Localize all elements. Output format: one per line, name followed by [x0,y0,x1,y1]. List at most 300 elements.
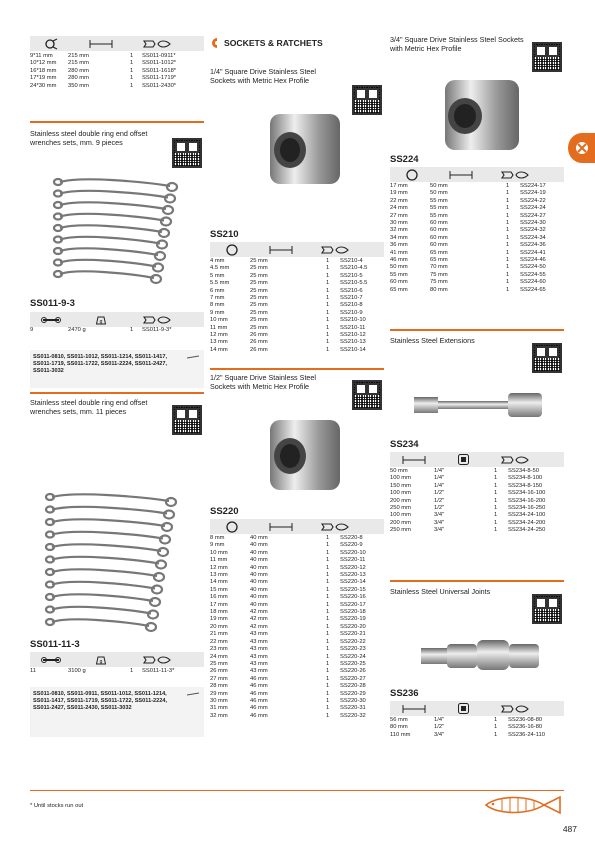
table-cell: 1/2" [434,724,445,731]
icon-bar [390,167,564,182]
table-cell: SS220-12 [340,564,366,571]
table-cell: 36 mm [390,242,408,249]
table-cell: 60 mm [430,227,448,234]
table-row [30,668,204,675]
table-cell: 1 [326,339,330,346]
table-cell: 12 mm [210,564,228,571]
table-cell: SS210-4 [340,258,363,264]
table-cell: SS234-8-50 [508,468,539,474]
table-cell: 13 mm [210,572,228,579]
table-cell: 43 mm [250,660,268,667]
table-cell: 250 mm [390,505,411,512]
table-row [390,264,564,271]
wrench-ring [157,241,167,249]
table-row [390,468,564,475]
table-cell: 3100 g [68,668,86,675]
table-cell: SS011-9-3* [142,327,172,334]
wrench-ring [165,195,175,203]
table-row [390,724,564,731]
pack-quantity-icon [132,37,182,50]
table-cell: 1 [506,271,510,278]
table-cell: 26 mm [210,668,228,675]
table-cell: SS210-14 [340,346,366,353]
set11-contents: SS011-0810, SS011-0911, SS011-1012, SS011-1214, SS011-1417, SS011-1719, SS011-1722, SS011-2224, SS011-2427, SS011-2430, SS011-3032 [33,691,168,712]
table-cell: SS224-36 [520,242,546,249]
table-row [390,242,564,249]
table-cell: 17*19 mm [30,75,57,82]
table-row [210,332,384,339]
fish-logo-icon [482,794,564,816]
table-row [390,505,564,512]
qr-code-icon [532,42,562,72]
svg-text:g: g [99,319,103,326]
table-cell: 24 mm [390,205,408,212]
ss220-code: SS220 [210,506,239,517]
table-cell: 14 mm [210,579,228,586]
table-cell: 8 mm [210,535,225,541]
table-cell: 280 mm [68,75,89,82]
table-cell: 5.5 mm [210,280,230,287]
table-cell: 1 [326,258,330,264]
qr-code-icon [532,343,562,373]
table-row [390,498,564,505]
icon-bar [30,652,204,667]
wrench-ring [150,598,160,606]
icon-bar [210,519,384,534]
table-cell: 30 mm [390,220,408,227]
table-row [390,732,564,739]
table-cell: 1 [494,717,498,723]
hex-socket-icon [212,243,252,256]
table-cell: 29 mm [210,690,228,697]
wrench-shape [52,519,165,526]
wrench-ring [155,252,165,260]
wrench-shape [52,507,167,514]
table-cell: 1 [326,653,330,660]
table-cell: 17 mm [390,183,408,189]
table-cell: 1 [494,490,498,497]
table-cell: 56 mm [390,717,408,723]
qr-code-icon [352,380,382,410]
table-cell: SS224-50 [520,264,546,271]
table-cell: 11 [30,668,37,675]
table-cell: SS224-32 [520,227,546,234]
table-cell: SS236-08-80 [508,717,543,723]
table-row [210,302,384,309]
table-cell: 1 [494,468,498,474]
wrench-ring [160,536,170,544]
table-cell: 1 [130,327,134,334]
table-row [210,698,384,705]
ss220-title: 1/2" Square Drive Stainless Steel Sockets with Metric Hex Profile [210,373,317,391]
table-cell: 1 [130,82,134,89]
table-cell: 3/4" [434,519,445,526]
table-row [390,205,564,212]
table-cell: SS220-10 [340,549,366,556]
table-cell: 1 [326,317,330,324]
table-cell: 11 mm [210,324,228,331]
length-icon [432,168,490,181]
qr-code-icon [172,405,202,435]
table-row [210,565,384,572]
length-icon [392,453,436,466]
table-row [210,310,384,317]
table-cell: 40 mm [250,549,268,556]
ss210-block [210,68,384,368]
table-row [390,183,564,190]
wrench-shape [52,532,163,539]
sockets-category-tab-icon [568,133,595,163]
wrench-shape [52,544,161,551]
table-cell: SS234-16-200 [508,497,546,504]
table-cell: 25 mm [210,660,228,667]
table-cell: 1 [326,579,330,586]
table-cell: 1 [506,264,510,271]
table-cell: SS220-9 [340,542,363,549]
table-cell: 46 mm [250,705,268,712]
table-cell: 24 mm [210,653,228,660]
table-cell: 34 mm [390,234,408,241]
table-cell: 4.5 mm [210,265,230,272]
table-cell: 20 mm [210,623,228,630]
table-cell: SS011-1719* [142,75,177,82]
column-left [30,36,204,737]
table-cell: SS224-46 [520,257,546,264]
set9-code: SS011-9-3 [30,298,75,310]
table-row [390,475,564,482]
table-cell: 46 mm [250,683,268,690]
table-row [210,542,384,549]
table-cell: 1 [494,505,498,512]
table-row [390,717,564,724]
table-cell: SS224-17 [520,183,546,189]
wrench-ring [158,548,168,556]
table-cell: 1 [494,497,498,504]
table-cell: SS210-5.5 [340,280,368,287]
section-title: SOCKETS & RATCHETS [224,38,323,48]
table-cell: SS224-34 [520,234,546,241]
table-cell: SS220-8 [340,535,363,541]
divider [30,121,204,123]
socket-photo [260,110,350,190]
ss210-title: 1/4" Square Drive Stainless Steel Sockets with Metric Hex Profile [210,67,317,85]
table-cell: 1 [326,542,330,549]
wrench-ring [163,206,173,214]
wrench-set-photo [52,172,182,290]
table-cell: 40 mm [250,535,268,541]
set9-contents-box [30,350,204,388]
table-cell: 9 mm [210,542,225,549]
table-cell: 1 [494,724,498,731]
table-cell: 1 [506,197,510,204]
table-cell: SS210-9 [340,309,363,316]
wrench-ring [159,229,169,237]
wrench-shape [60,214,164,221]
table-cell: 31 mm [210,705,228,712]
table-cell: 21 mm [210,631,228,638]
column-right [390,36,564,748]
weight-icon [70,653,132,666]
icon-bar [30,36,204,51]
table-cell: 25 mm [250,265,268,272]
table-cell: 1 [326,609,330,616]
table-cell: 26 mm [250,346,268,353]
wrench-shape [52,569,157,576]
table-row [390,483,564,490]
table-cell: 1 [506,190,510,197]
set11-code: SS011-11-3 [30,639,80,651]
table-cell: 1 [506,242,510,249]
table-cell: 1 [494,519,498,526]
table-cell: 1 [130,60,134,67]
table-cell: 50 mm [390,264,408,271]
table-row [210,602,384,609]
table-cell: 60 mm [430,242,448,249]
ss224-title: 3/4" Square Drive Stainless Steel Sockets with Metric Hex Profile [390,35,524,53]
wrench-icon [186,354,200,360]
table-cell: SS210-11 [340,324,366,331]
divider [30,392,204,394]
table-cell: 46 mm [250,690,268,697]
table-cell: 22 mm [390,197,408,204]
table-cell: 40 mm [250,564,268,571]
table-cell: 1 [326,668,330,675]
table-cell: SS220-32 [340,712,366,719]
table-cell: 60 mm [390,279,408,286]
table-cell: 40 mm [250,572,268,579]
wrench-shape [60,225,162,232]
table-cell: 27 mm [210,675,228,682]
pack-quantity-icon [310,243,360,256]
table-cell: 200 mm [390,519,411,526]
table-cell: SS234-8-150 [508,482,543,489]
table-cell: 1 [326,631,330,638]
table-cell: SS234-24-200 [508,519,546,526]
wrench-shape [52,494,169,501]
wrench-shape [52,582,155,589]
table-cell: SS011-1618* [142,67,177,74]
table-cell: 55 mm [390,271,408,278]
wrench-shape [60,248,158,255]
qr-code-icon [532,594,562,624]
table-row [210,609,384,616]
wrench-shape [60,179,170,186]
table-cell: 1 [506,220,510,227]
table-cell: 5 mm [210,272,225,279]
table-cell: 50 mm [390,468,408,474]
table-cell: 50 mm [430,183,448,189]
table-cell: 100 mm [390,490,411,497]
table-cell: 215 mm [68,60,89,67]
universal-joint-photo [415,630,545,680]
ss236-title: Stainless Steel Universal Joints [390,587,491,596]
table-cell: 24*30 mm [30,82,57,89]
table-cell: 23 mm [210,646,228,653]
table-row [390,257,564,264]
table-cell: 1 [326,309,330,316]
table-cell: 1/2" [434,497,445,504]
wrench-ring [161,218,171,226]
divider [390,329,564,331]
table-cell: 1 [506,183,510,189]
wrench-shape [60,202,166,209]
table-cell: 10 mm [210,549,228,556]
table-row [210,288,384,295]
table-cell: SS220-18 [340,609,366,616]
table-cell: SS220-22 [340,638,366,645]
wrench-ring [152,586,162,594]
table-cell: 1 [506,205,510,212]
weight-icon [70,313,132,326]
table-cell: SS220-16 [340,594,366,601]
table-cell: SS210-8 [340,302,363,309]
table-cell: SS224-22 [520,197,546,204]
table-cell: SS011-11-3* [142,668,175,675]
table-cell: 1/4" [434,717,445,723]
table-cell: 1 [326,623,330,630]
table-row [210,646,384,653]
table-cell: SS224-41 [520,249,546,256]
table-cell: SS220-30 [340,697,366,704]
table-cell: 19 mm [210,616,228,623]
table-cell: SS224-24 [520,205,546,212]
table-cell: 150 mm [390,482,411,489]
socket-photo [435,76,530,156]
table-cell: 25 mm [250,317,268,324]
table-row [210,579,384,586]
table-row [210,317,384,324]
table-cell: 55 mm [430,205,448,212]
table-cell: 1/4" [434,468,445,474]
wrench-ring [151,275,161,283]
table-cell: SS220-31 [340,705,366,712]
wrench-shape [60,271,154,278]
table-cell: 55 mm [430,212,448,219]
wrench-icon [32,313,70,326]
table-cell: 80 mm [390,724,408,731]
table-cell: 17 mm [210,601,228,608]
wrench-ring [146,623,156,631]
wrench-ring [154,573,164,581]
table-cell: 16*18 mm [30,67,57,74]
icon-bar [390,452,564,467]
table-row [390,227,564,234]
set9-block [30,130,204,340]
table-row [390,527,564,534]
table-cell: 1 [506,234,510,241]
divider [390,580,564,582]
table-cell: SS220-17 [340,601,366,608]
table-cell: 1 [326,549,330,556]
table-cell: 40 mm [250,557,268,564]
table-cell: SS220-25 [340,660,366,667]
table-cell: 43 mm [250,638,268,645]
table-cell: SS210-7 [340,295,363,302]
hex-socket-icon [392,168,432,181]
table-row [210,265,384,272]
table-row [30,68,204,75]
table-cell: 3/4" [434,527,445,534]
table-cell: 60 mm [430,234,448,241]
table-cell: 1/4" [434,475,445,482]
table-cell: 9*11 mm [30,53,53,59]
table-cell: 1 [506,257,510,264]
table-cell: 1 [326,272,330,279]
table-cell: SS224-30 [520,220,546,227]
table-cell: SS220-11 [340,557,366,564]
table-cell: 18 mm [210,609,228,616]
table-cell: 350 mm [68,82,89,89]
ss224-table [390,183,564,294]
table-cell: 1 [326,586,330,593]
table-cell: 22 mm [210,638,228,645]
wrench-size-icon [32,37,70,50]
table-cell: SS220-13 [340,572,366,579]
table-cell: SS210-10 [340,317,366,324]
table-cell: 32 mm [210,712,228,719]
table-cell: 1 [326,616,330,623]
table-cell: 100 mm [390,475,411,482]
table-cell: 10*12 mm [30,60,57,67]
table-cell: SS224-27 [520,212,546,219]
table-cell: 60 mm [430,220,448,227]
wrench-ring [156,561,166,569]
table-cell: 30 mm [210,697,228,704]
table-cell: SS210-6 [340,287,363,294]
table-cell: 1 [494,512,498,519]
table-row [210,616,384,623]
svg-text:g: g [99,659,103,666]
table-cell: 12 mm [210,332,228,339]
table-row [210,624,384,631]
table-cell: 25 mm [250,280,268,287]
table-cell: 1 [326,683,330,690]
wrench-table [30,53,204,90]
table-cell: 1 [326,572,330,579]
table-row [210,639,384,646]
table-cell: 1 [130,67,134,74]
table-cell: SS234-8-100 [508,475,543,482]
footnote: * Until stocks run out [30,803,84,809]
table-cell: SS224-55 [520,271,546,278]
ss220-table [210,535,384,720]
table-cell: 46 mm [390,257,408,264]
table-cell: 40 mm [250,579,268,586]
table-cell: 28 mm [210,683,228,690]
table-cell: 15 mm [210,586,228,593]
column-middle [210,36,384,774]
table-cell: 1 [130,668,134,675]
table-cell: 75 mm [430,271,448,278]
table-cell: SS011-0911* [142,53,176,59]
table-cell: 1/2" [434,505,445,512]
divider [210,368,384,370]
table-cell: 1 [326,601,330,608]
table-cell: 25 mm [250,295,268,302]
table-cell: 46 mm [250,697,268,704]
table-cell: 1 [130,75,134,82]
ss234-block [390,337,564,580]
table-cell: 1 [326,705,330,712]
table-cell: 42 mm [250,623,268,630]
table-cell: SS220-21 [340,631,366,638]
pack-quantity-icon [132,653,182,666]
length-icon [252,520,310,533]
table-row [210,594,384,601]
table-cell: SS220-23 [340,646,366,653]
set11-block [30,399,204,679]
table-cell: 1 [494,482,498,489]
